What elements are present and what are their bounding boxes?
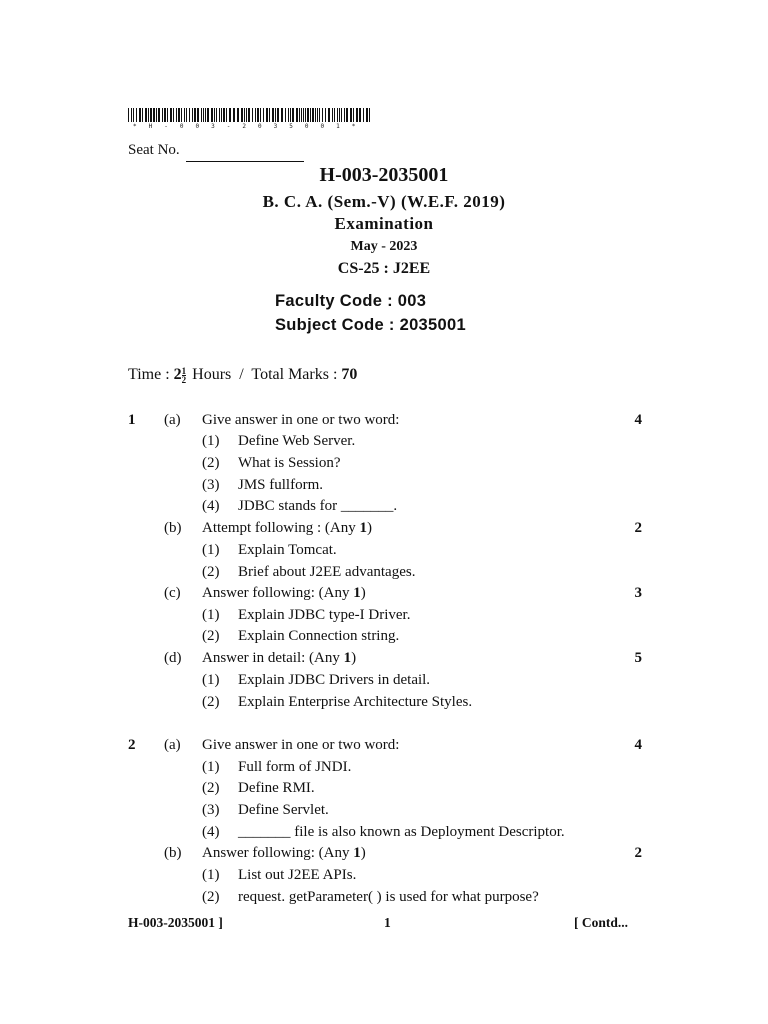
barcode-bar bbox=[181, 108, 182, 122]
barcode-bar bbox=[203, 108, 204, 122]
course-title: B. C. A. (Sem.-V) (W.E.F. 2019) bbox=[262, 192, 506, 211]
time-and-marks bbox=[128, 366, 357, 384]
barcode-bar bbox=[223, 108, 225, 122]
part-label: (a) bbox=[164, 737, 181, 753]
barcode-bar bbox=[353, 108, 354, 122]
barcode-bar bbox=[328, 108, 330, 122]
barcode-bar bbox=[226, 108, 227, 122]
part-label: (b) bbox=[164, 845, 182, 861]
barcode-bar bbox=[339, 108, 340, 122]
item-number: (4) bbox=[202, 498, 220, 514]
barcode-bar bbox=[184, 108, 185, 122]
item-text: Define Servlet. bbox=[238, 802, 329, 818]
barcode-bar bbox=[272, 108, 274, 122]
time-fraction-numerator: 1 bbox=[181, 365, 187, 376]
item-text: Full form of JNDI. bbox=[238, 759, 352, 775]
item-number: (2) bbox=[202, 455, 220, 471]
barcode-bar bbox=[148, 108, 149, 122]
barcode-bar bbox=[197, 108, 199, 122]
part-title-count: 1 bbox=[359, 520, 367, 536]
barcode-bar bbox=[201, 108, 202, 122]
barcode-bar bbox=[332, 108, 333, 122]
barcode-bar bbox=[322, 108, 323, 122]
item-number: (4) bbox=[202, 824, 220, 840]
barcode-bar bbox=[194, 108, 196, 122]
barcode-bar bbox=[350, 108, 352, 122]
barcode-bar bbox=[248, 108, 250, 122]
barcode-bar bbox=[288, 108, 289, 122]
barcode-bar bbox=[363, 108, 364, 122]
item-number: (1) bbox=[202, 672, 220, 688]
barcode-bar bbox=[255, 108, 256, 122]
item-text: What is Session? bbox=[238, 455, 341, 471]
subject-title: CS-25 : J2EE bbox=[337, 260, 431, 277]
part-title-close: ) bbox=[360, 585, 366, 601]
barcode-bar bbox=[170, 108, 172, 122]
item-number: (2) bbox=[202, 780, 220, 796]
footer-page-number: 1 bbox=[384, 915, 391, 930]
faculty-code: Faculty Code : 003 bbox=[275, 292, 427, 310]
barcode-bar bbox=[150, 108, 152, 122]
time-fraction bbox=[182, 367, 187, 384]
barcode-bar bbox=[315, 108, 316, 122]
time-rest: Hours / Total Marks : bbox=[192, 366, 338, 383]
item-number: (3) bbox=[202, 477, 220, 493]
barcode-bar bbox=[162, 108, 163, 122]
barcode-bar bbox=[156, 108, 157, 122]
part-title-close: ) bbox=[351, 650, 357, 666]
barcode-bar bbox=[252, 108, 253, 122]
item-text: Explain Enterprise Architecture Styles. bbox=[238, 694, 473, 710]
barcode-bar bbox=[260, 108, 261, 122]
part-marks: 5 bbox=[634, 650, 642, 666]
seat-number-field bbox=[128, 142, 304, 162]
barcode-bar bbox=[178, 108, 180, 122]
barcode-bar bbox=[285, 108, 286, 122]
barcode-bar bbox=[337, 108, 338, 122]
paper-code: H-003-2035001 bbox=[319, 164, 449, 186]
barcode-bar bbox=[192, 108, 193, 122]
barcode-bar bbox=[334, 108, 335, 122]
item-number: (2) bbox=[202, 564, 220, 580]
item-text: Define RMI. bbox=[238, 780, 315, 796]
barcode-bar bbox=[158, 108, 160, 122]
item-number: (1) bbox=[202, 433, 220, 449]
barcode-bar bbox=[189, 108, 190, 122]
barcode-bar bbox=[277, 108, 279, 122]
barcode-bar bbox=[292, 108, 294, 122]
barcode-bar bbox=[142, 108, 143, 122]
barcode-bar bbox=[281, 108, 283, 122]
time-label: Time : bbox=[128, 366, 170, 383]
barcode-bar bbox=[136, 108, 137, 122]
barcode-bar bbox=[216, 108, 217, 122]
barcode-bar bbox=[153, 108, 155, 122]
item-text: JMS fullform. bbox=[238, 477, 324, 493]
item-number: (1) bbox=[202, 607, 220, 623]
barcode-bar bbox=[319, 108, 320, 122]
time-whole: 2 bbox=[173, 366, 182, 383]
barcode-bar bbox=[325, 108, 326, 122]
barcode-bar bbox=[211, 108, 213, 122]
barcode-bar bbox=[207, 108, 209, 122]
barcode-bar bbox=[344, 108, 345, 122]
barcode-bar bbox=[246, 108, 247, 122]
subject-code: Subject Code : 2035001 bbox=[275, 316, 466, 334]
item-number: (1) bbox=[202, 542, 220, 558]
part-title bbox=[202, 845, 366, 862]
part-marks: 3 bbox=[634, 585, 642, 601]
item-number: (3) bbox=[202, 802, 220, 818]
barcode-bar bbox=[176, 108, 177, 122]
barcode-bar bbox=[214, 108, 215, 122]
barcode-bar bbox=[301, 108, 302, 122]
part-title-text: Attempt following : (Any bbox=[202, 520, 360, 536]
barcode-bar bbox=[173, 108, 174, 122]
barcode-bar bbox=[205, 108, 206, 122]
barcode-bar bbox=[359, 108, 361, 122]
exam-session: May - 2023 bbox=[350, 239, 418, 254]
item-number: (1) bbox=[202, 867, 220, 883]
part-title: Give answer in one or two word: bbox=[202, 412, 400, 428]
part-label: (c) bbox=[164, 585, 181, 601]
barcode bbox=[128, 108, 374, 122]
item-text: Explain JDBC Drivers in detail. bbox=[238, 672, 431, 688]
question-number: 2 bbox=[128, 737, 136, 753]
footer-paper-code: H-003-2035001 ] bbox=[128, 915, 223, 930]
item-text: List out J2EE APIs. bbox=[238, 867, 357, 883]
barcode-bar bbox=[266, 108, 268, 122]
seat-number-blank bbox=[186, 144, 304, 162]
barcode-bar bbox=[303, 108, 304, 122]
barcode-bar bbox=[233, 108, 235, 122]
barcode-bar bbox=[312, 108, 314, 122]
part-label: (a) bbox=[164, 412, 181, 428]
part-title-count: 1 bbox=[353, 585, 361, 601]
item-text: _______ file is also known as Deployment Descriptor. bbox=[238, 824, 565, 840]
part-marks: 2 bbox=[634, 520, 642, 536]
barcode-bar bbox=[366, 108, 368, 122]
total-marks: 70 bbox=[341, 366, 358, 383]
barcode-bar bbox=[221, 108, 222, 122]
seat-number-label: Seat No. bbox=[128, 142, 180, 158]
barcode-bar bbox=[299, 108, 300, 122]
barcode-bar bbox=[275, 108, 276, 122]
barcode-bar bbox=[317, 108, 318, 122]
barcode-bar bbox=[219, 108, 220, 122]
item-text: Brief about J2EE advantages. bbox=[238, 564, 416, 580]
part-title-text: Answer following: (Any bbox=[202, 585, 354, 601]
item-number: (2) bbox=[202, 628, 220, 644]
barcode-bar bbox=[131, 108, 132, 122]
part-title: Give answer in one or two word: bbox=[202, 737, 400, 753]
part-title bbox=[202, 520, 372, 537]
barcode-bar bbox=[257, 108, 259, 122]
barcode-bar bbox=[341, 108, 342, 122]
part-marks: 4 bbox=[634, 412, 642, 428]
barcode-bar bbox=[310, 108, 311, 122]
item-number: (2) bbox=[202, 889, 220, 905]
item-text: JDBC stands for _______. bbox=[238, 498, 398, 514]
part-title-count: 1 bbox=[343, 650, 352, 666]
item-text: Define Web Server. bbox=[238, 433, 356, 449]
barcode-bar bbox=[186, 108, 187, 122]
barcode-text: * H - 0 0 3 - 2 0 3 5 0 0 1 * bbox=[133, 123, 360, 130]
part-marks: 4 bbox=[634, 737, 642, 753]
time-fraction-denominator: 2 bbox=[181, 374, 187, 385]
barcode-bar bbox=[269, 108, 270, 122]
barcode-bar bbox=[356, 108, 358, 122]
footer-continued: [ Contd... bbox=[574, 915, 629, 930]
barcode-bar bbox=[229, 108, 231, 122]
part-title bbox=[202, 650, 356, 667]
barcode-bar bbox=[244, 108, 245, 122]
part-title-text: Answer in detail: (Any bbox=[202, 650, 344, 666]
barcode-bar bbox=[346, 108, 348, 122]
item-number: (2) bbox=[202, 694, 220, 710]
barcode-bar bbox=[167, 108, 168, 122]
part-label: (b) bbox=[164, 520, 182, 536]
part-marks: 2 bbox=[634, 845, 642, 861]
barcode-bar bbox=[128, 108, 129, 122]
exam-title: Examination bbox=[334, 214, 434, 233]
barcode-bar bbox=[305, 108, 306, 122]
barcode-bar bbox=[237, 108, 239, 122]
barcode-bar bbox=[145, 108, 147, 122]
part-title-close: ) bbox=[367, 520, 372, 536]
question-number: 1 bbox=[128, 412, 136, 428]
part-title-close: ) bbox=[360, 845, 366, 861]
barcode-bar bbox=[369, 108, 370, 122]
item-text: Explain Tomcat. bbox=[238, 542, 337, 558]
barcode-bar bbox=[307, 108, 309, 122]
barcode-bar bbox=[241, 108, 243, 122]
part-title bbox=[202, 585, 366, 602]
item-text: request. getParameter( ) is used for what purpose? bbox=[238, 889, 539, 905]
part-title-text: Answer following: (Any bbox=[202, 845, 354, 861]
barcode-bar bbox=[296, 108, 298, 122]
item-number: (1) bbox=[202, 759, 220, 775]
barcode-bar bbox=[263, 108, 264, 122]
barcode-bar bbox=[133, 108, 134, 122]
part-title-count: 1 bbox=[353, 845, 361, 861]
barcode-bar bbox=[139, 108, 141, 122]
part-label: (d) bbox=[164, 650, 182, 666]
item-text: Explain Connection string. bbox=[238, 628, 400, 644]
barcode-bar bbox=[290, 108, 291, 122]
barcode-bar bbox=[164, 108, 166, 122]
item-text: Explain JDBC type-I Driver. bbox=[238, 607, 411, 623]
